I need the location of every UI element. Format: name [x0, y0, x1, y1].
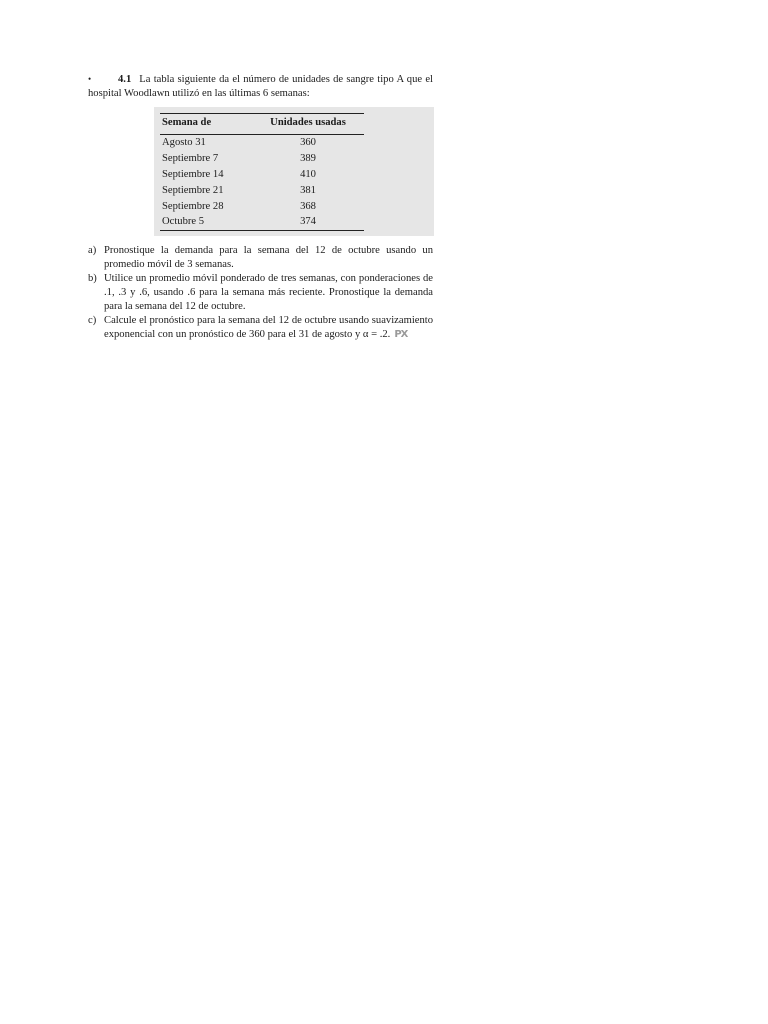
table-row — [160, 182, 364, 198]
question-b — [88, 272, 433, 314]
question-text: Pronostique la demanda para la semana del 12 de octubre usando un promedio móvil de 3 semanas. — [104, 244, 433, 270]
units-cell: 368 — [300, 200, 316, 212]
problem-4-1 — [88, 72, 433, 342]
question-letter: b) — [88, 272, 97, 284]
week-cell: Octubre 5 — [160, 214, 252, 230]
problem-intro — [88, 72, 433, 101]
week-cell: Septiembre 28 — [162, 200, 224, 212]
bullet-icon: • — [88, 74, 92, 84]
blood-units-table — [160, 113, 364, 231]
units-cell: 381 — [300, 184, 316, 196]
problem-number: 4.1 — [118, 74, 132, 85]
week-cell: Agosto 31 — [162, 137, 206, 149]
units-cell: 374 — [252, 214, 364, 230]
question-list — [88, 244, 433, 342]
week-cell: Septiembre 14 — [162, 168, 224, 180]
blood-units-table-panel — [154, 107, 434, 236]
table-row — [160, 167, 364, 183]
question-text-wrap — [104, 314, 433, 342]
question-letter: a) — [88, 244, 97, 256]
question-a — [88, 244, 433, 272]
column-header-week: Semana de — [160, 114, 252, 135]
table-row — [160, 214, 364, 230]
column-header-units: Unidades usadas — [252, 114, 364, 135]
units-cell: 360 — [300, 137, 316, 149]
week-cell: Septiembre 21 — [162, 184, 224, 196]
px-mark-icon: PX — [394, 328, 408, 340]
table-header-row — [160, 114, 364, 135]
question-letter: c) — [88, 314, 97, 326]
table-row — [160, 135, 364, 151]
table-row — [160, 198, 364, 214]
table-row — [160, 151, 364, 167]
question-c — [88, 314, 433, 342]
units-cell: 410 — [300, 168, 316, 180]
question-text: Calcule el pronóstico para la semana del 12 de octubre usando suavizamiento exponencial con un pronóstico de 360 para el 31 de agosto y α = .2. — [104, 314, 433, 340]
week-cell: Septiembre 7 — [162, 153, 219, 165]
problem-intro-text: La tabla siguiente da el número de unidades de sangre tipo A que el hospital Woodlawn utilizó en las últimas 6 semanas: — [88, 74, 433, 99]
units-cell: 389 — [300, 153, 316, 165]
question-text: Utilice un promedio móvil ponderado de tres semanas, con ponderaciones de .1, .3 y .6, usando .6 para la semana más reciente. Pronostique la demanda para la semana del 12 de octubre. — [104, 272, 433, 312]
